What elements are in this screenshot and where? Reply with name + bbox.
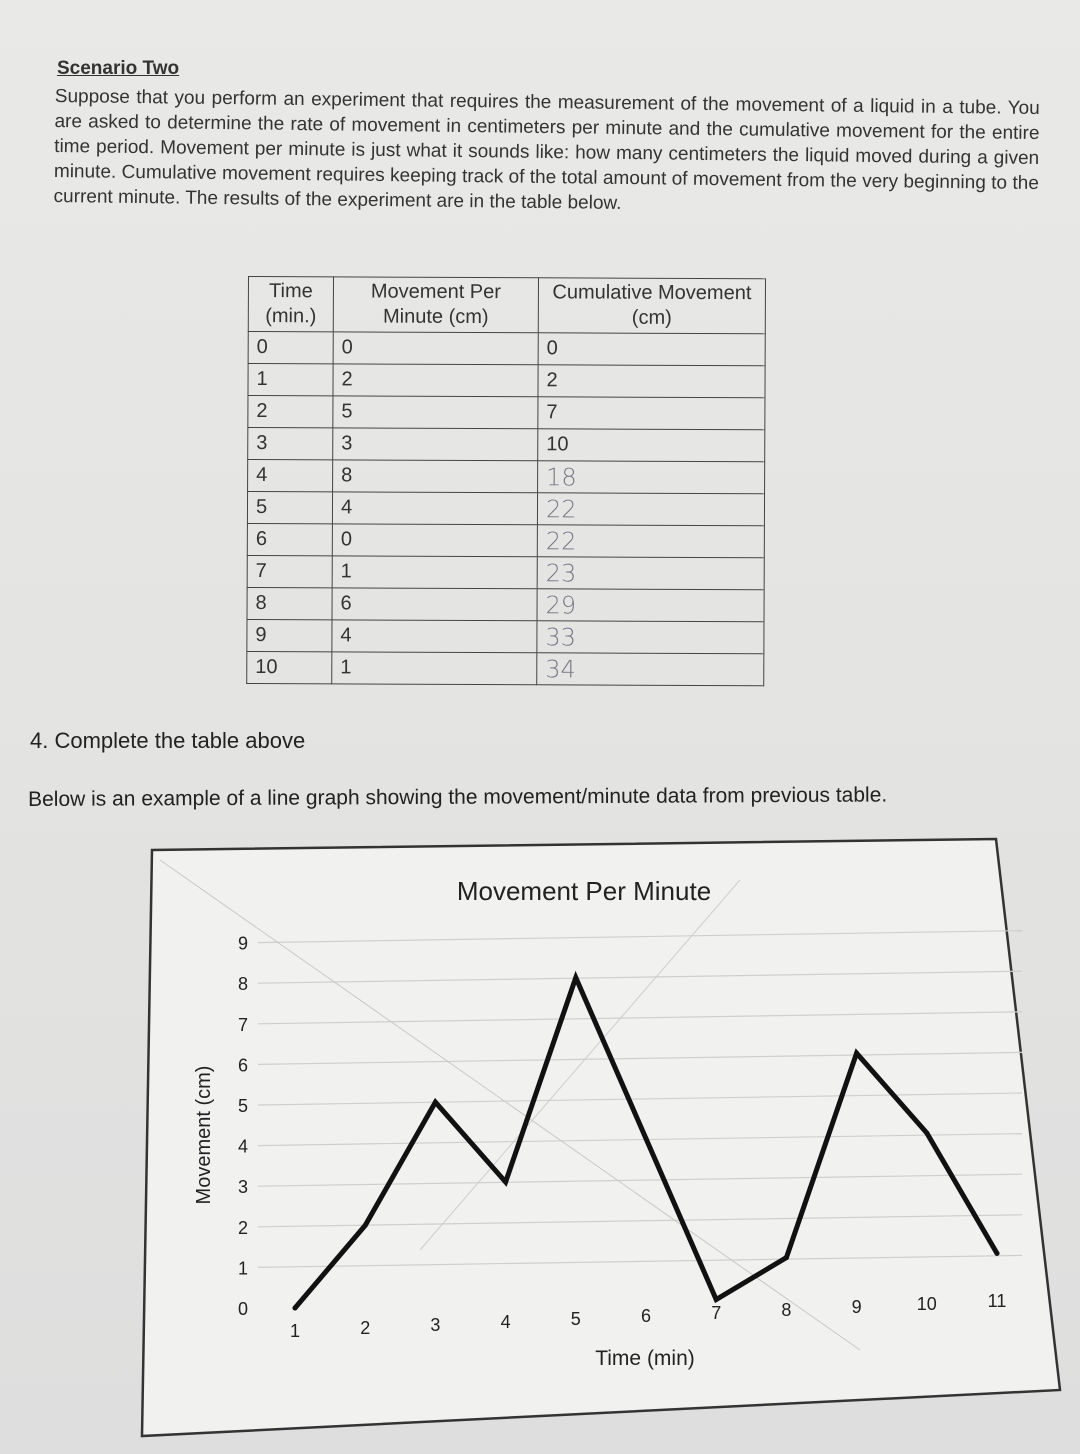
cell-movement: 4 [332, 492, 537, 525]
cell-cumulative: 7 [538, 397, 765, 430]
cell-cumulative-handwritten: 22 [537, 525, 764, 558]
data-point [644, 1136, 649, 1141]
graph-intro-text: Below is an example of a line graph showing the movement/minute data from previous table. [28, 783, 888, 811]
cell-time: 3 [248, 428, 333, 460]
chart-title: Movement Per Minute [456, 876, 712, 906]
cell-time: 7 [247, 555, 332, 587]
header-cumulative: Cumulative Movement (cm) [538, 278, 765, 334]
y-tick-label: 7 [237, 1014, 249, 1035]
scenario-heading: Scenario Two [57, 58, 180, 79]
scenario-description: Suppose that you perform an experiment that requires the measurement of the movement of a liquid in a tube. You are asked to determine the rate of movement in centimeters per minute and the cumulative movement for the entire time period. Movement per minute is just what it sounds like: how many centimeters the liquid moved during a given minute. Cumulative movement requires keeping track of the total amount of movement from the very beginning to the current minute. The results of the experiment are in the table below. [53, 85, 1040, 214]
y-tick-label: 8 [237, 974, 249, 995]
cell-cumulative-handwritten: 29 [537, 589, 764, 622]
cell-time: 10 [247, 651, 332, 683]
x-tick-label: 7 [711, 1303, 722, 1323]
cell-movement: 3 [333, 428, 538, 461]
cell-movement: 1 [332, 556, 537, 589]
x-tick-label: 5 [570, 1309, 581, 1329]
cell-movement: 6 [332, 588, 537, 621]
data-point [854, 1051, 859, 1056]
cell-movement: 0 [332, 524, 537, 557]
x-tick-label: 9 [851, 1297, 862, 1317]
data-point [995, 1251, 1000, 1256]
cell-movement: 1 [332, 652, 537, 685]
x-tick-label: 2 [360, 1318, 371, 1338]
header-movement: Movement Per Minute (cm) [333, 277, 538, 333]
y-tick-label: 2 [237, 1217, 249, 1238]
cell-cumulative-handwritten: 33 [537, 621, 764, 654]
y-tick-label: 1 [237, 1258, 249, 1279]
cell-time: 5 [247, 492, 332, 524]
x-tick-label: 1 [289, 1321, 301, 1341]
cell-time: 2 [248, 396, 333, 428]
x-tick-label: 6 [640, 1306, 652, 1326]
x-tick-label: 11 [987, 1291, 1007, 1311]
cell-movement: 0 [333, 332, 538, 365]
x-tick-label: 4 [500, 1312, 511, 1332]
cell-cumulative-handwritten: 23 [537, 557, 764, 590]
data-point [784, 1255, 789, 1260]
cell-time: 6 [247, 523, 332, 555]
cell-cumulative-handwritten: 34 [537, 653, 764, 686]
cell-time: 9 [247, 619, 332, 651]
cell-time: 1 [248, 364, 333, 396]
data-point [573, 975, 578, 980]
cell-movement: 8 [333, 460, 538, 493]
cell-cumulative: 0 [538, 333, 765, 366]
data-point [293, 1306, 298, 1311]
cell-movement: 2 [333, 364, 538, 397]
y-tick-label: 3 [237, 1177, 249, 1198]
cell-movement: 5 [333, 396, 538, 429]
cell-time: 0 [248, 332, 333, 364]
data-point [363, 1223, 368, 1228]
cell-cumulative-handwritten: 22 [537, 493, 764, 526]
y-tick-label: 0 [237, 1299, 249, 1319]
cell-cumulative-handwritten: 18 [538, 461, 765, 494]
header-time: Time (min.) [248, 277, 333, 332]
x-axis-label: Time (min) [595, 1347, 695, 1370]
y-tick-label: 6 [237, 1055, 249, 1076]
cell-cumulative: 2 [538, 365, 765, 398]
y-axis-label: Movement (cm) [193, 1065, 215, 1205]
data-point [503, 1179, 508, 1184]
x-tick-label: 8 [781, 1300, 792, 1320]
x-tick-label: 10 [916, 1294, 937, 1314]
data-point [714, 1297, 719, 1302]
cell-time: 4 [248, 460, 333, 492]
data-point [433, 1100, 438, 1105]
y-tick-label: 4 [237, 1136, 249, 1157]
question-4: 4. Complete the table above [30, 728, 306, 753]
cell-cumulative: 10 [538, 429, 765, 462]
y-tick-label: 5 [237, 1096, 249, 1116]
y-tick-label: 9 [237, 933, 249, 954]
cell-time: 8 [247, 587, 332, 619]
cell-movement: 4 [332, 620, 537, 653]
data-point [924, 1130, 929, 1135]
x-tick-label: 3 [430, 1315, 441, 1335]
